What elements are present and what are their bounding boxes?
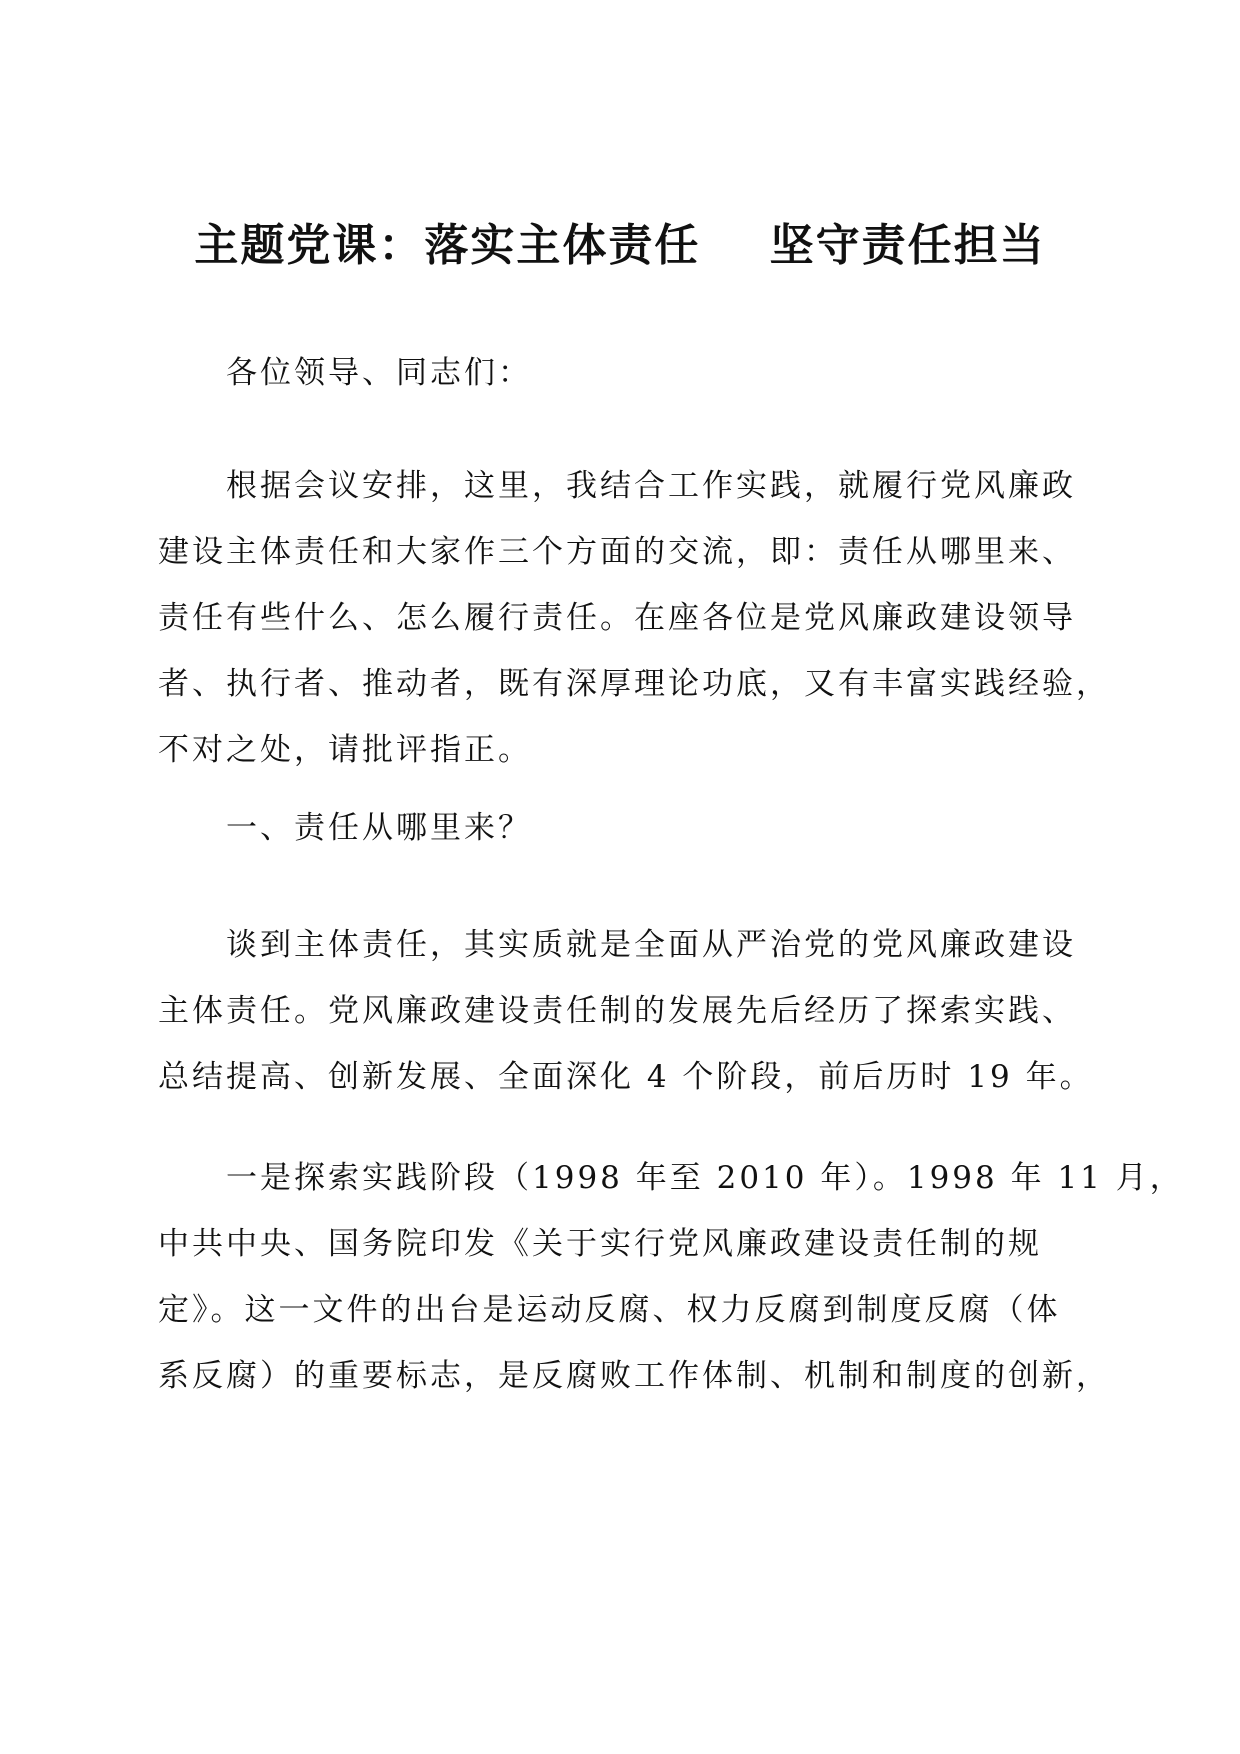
paragraph-line: 总结提高、创新发展、全面深化 4 个阶段，前后历时 19 年。 (158, 1059, 1094, 1095)
paragraph-line: 者、执行者、推动者，既有深厚理论功底，又有丰富实践经验， (158, 666, 1110, 702)
paragraph-line: 定》。这一文件的出台是运动反腐、权力反腐到制度反腐（体 (158, 1292, 1061, 1328)
paragraph-line: 一、责任从哪里来？ (226, 810, 532, 846)
paragraph-line: 各位领导、同志们： (226, 355, 532, 391)
document-title: 主题党课：落实主体责任 坚守责任担当 (194, 220, 1046, 271)
section-1-paragraph-2 (158, 1145, 1184, 1409)
intro-paragraph (158, 453, 1110, 783)
paragraph-line: 主体责任。党风廉政建设责任制的发展先后经历了探索实践、 (158, 993, 1076, 1029)
paragraph-line: 建设主体责任和大家作三个方面的交流，即：责任从哪里来、 (158, 534, 1076, 570)
paragraph-line: 系反腐）的重要标志，是反腐败工作体制、机制和制度的创新， (158, 1358, 1110, 1394)
paragraph-line: 中共中央、国务院印发《关于实行党风廉政建设责任制的规 (158, 1226, 1042, 1262)
salutation-paragraph (158, 340, 1088, 406)
section-heading (158, 795, 1088, 861)
paragraph-line: 责任有些什么、怎么履行责任。在座各位是党风廉政建设领导 (158, 600, 1076, 636)
paragraph-line: 一是探索实践阶段（1998 年至 2010 年）。1998 年 11 月， (226, 1160, 1184, 1196)
paragraph-line: 谈到主体责任，其实质就是全面从严治党的党风廉政建设 (226, 927, 1076, 963)
section-1-paragraph-1 (158, 912, 1094, 1110)
paragraph-line: 根据会议安排，这里，我结合工作实践，就履行党风廉政 (226, 468, 1076, 504)
paragraph-line: 不对之处，请批评指正。 (158, 732, 532, 768)
